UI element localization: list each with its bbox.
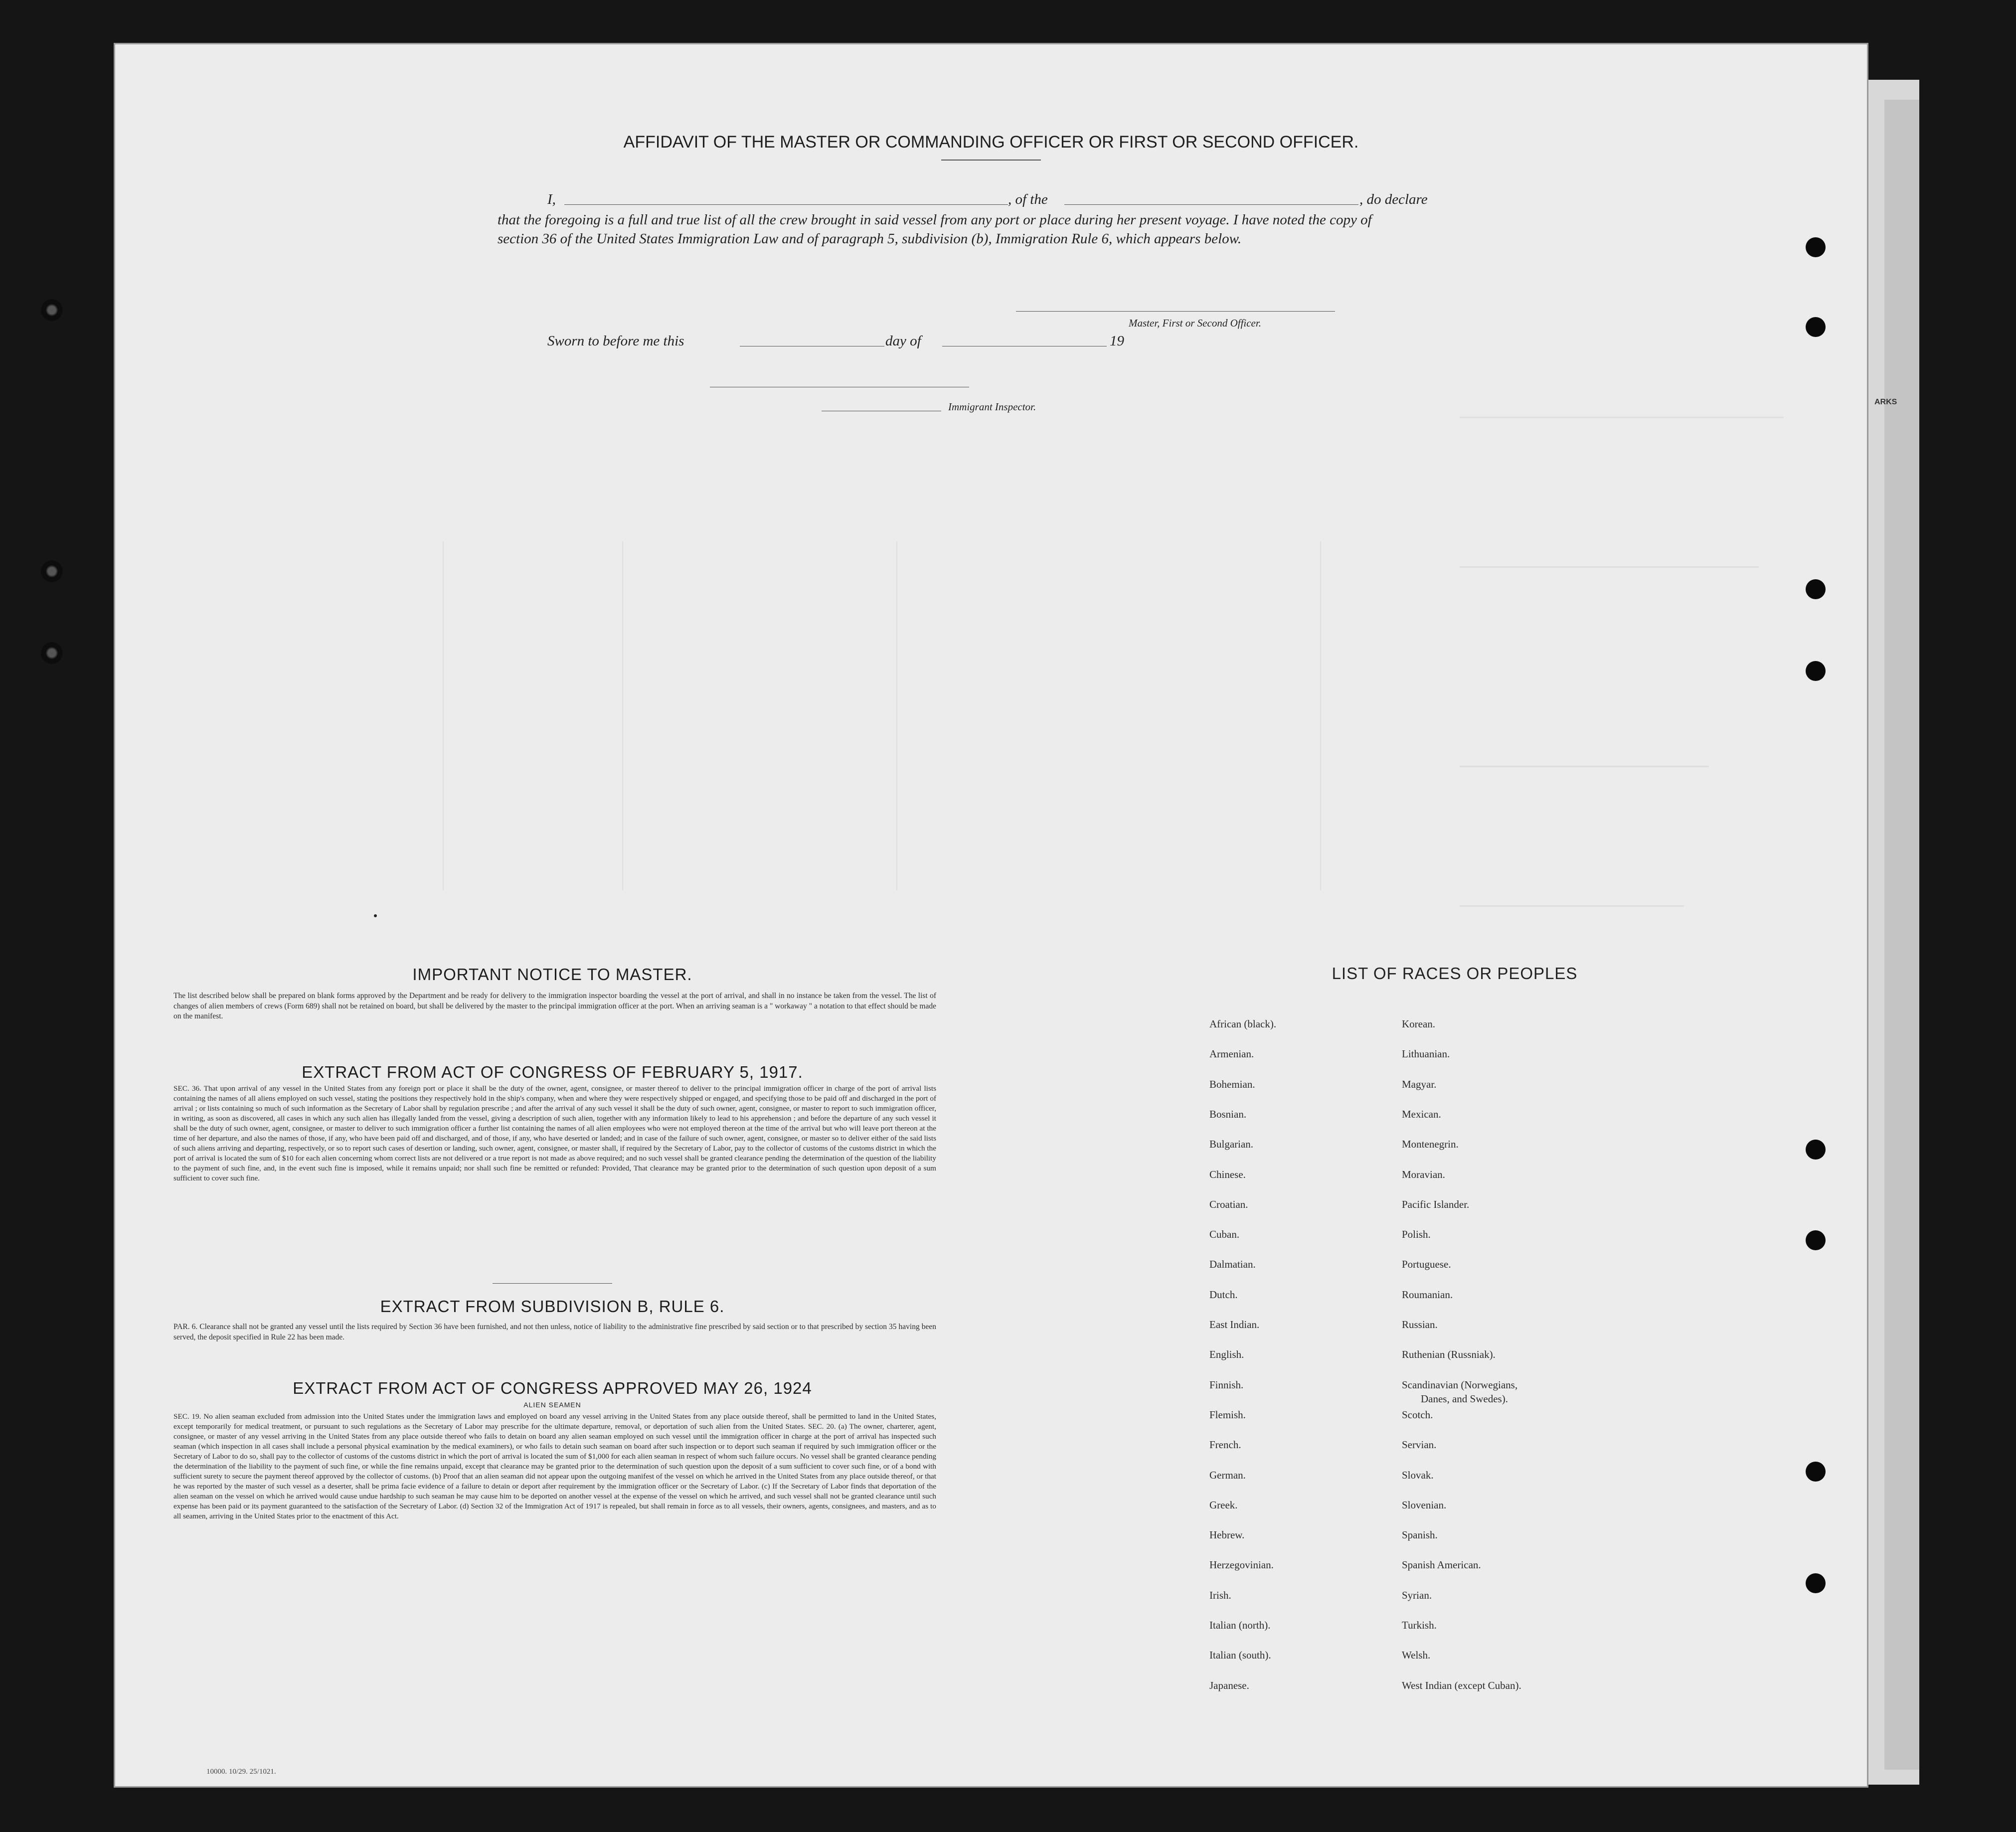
race-item-right: Syrian. [1402,1589,1432,1601]
extract-1924-text: SEC. 19. No alien seaman excluded from admission into the United States under the immigration laws and employed on board any vessel arriving in the United States from any place outside thereof, shall be permitted to land in the United States, except temporarily for medical treatment, or pursuant to such regulations as the Secretary of Labor may prescribe for the ultimate departure, removal, or deportation of such alien from the United States. SEC. 20. (a) The owner, charterer, agent, consignee, or master of any vessel arriving in the United States from any place outside thereof who fails to detain on board any alien seaman employed on such vessel until the immigration officer in charge at the port of arrival has inspected such seaman (which inspection in all cases shall include a personal physical examination by the medical examiners), or who fails to detain such seaman on board after such inspection or to deport such seaman if required by such immigration officer or the Secretary of Labor to do so, shall pay to the collector of customs of the customs district in which the port of arrival is located the sum of $1,000 for each alien seaman in respect of whom such failure occurs. No vessel shall be granted clearance pending the determination of the liability to the payment of such fine, or while the fine remains unpaid, except that clearance may be granted prior to the determination of such question upon the deposit of a sum sufficient to cover such fine, or of a bond with sufficient surety to secure the payment thereof approved by the collector of customs. (b) Proof that an alien seaman did not appear upon the outgoing manifest of the vessel on which he arrived in the United States from any place outside thereof, or that he was reported by the master of such vessel as a deserter, shall be prima facie evidence of a failure to detain or deport after requirement by the immigration officer or the Secretary of Labor. (c) If the Secretary of Labor finds that deportation of the alien seaman on the vessel on which he arrived would cause undue hardship to such seaman he may cause him to be deported on another vessel at the expense of the vessel on which he arrived, and such vessel shall not be granted clearance until such expense has been paid or its payment guaranteed to the satisfaction of the Secretary of Labor. (d) Section 32 of the Immigration Act of 1917 is repealed, but shall remain in force as to all vessels, their owners, agents, consignees, and masters, and as to all seamen, arriving in the United States prior to the enactment of this Act. [173,1412,936,1520]
manifest-page [114,43,1868,1788]
affidavit-declare-label: , do declare [1359,191,1428,207]
race-item-right: Spanish American. [1402,1559,1481,1571]
extract-1917-heading: EXTRACT FROM ACT OF CONGRESS OF FEBRUARY 5, 1917. [302,1063,803,1081]
race-item-left: Chinese. [1209,1168,1246,1180]
binder-hole [41,560,63,582]
bleed-through-rule [622,541,623,890]
race-item-continuation: Danes, and Swedes). [1421,1392,1508,1405]
race-item-right: Polish. [1402,1228,1431,1241]
race-item-left: Bohemian. [1209,1078,1255,1090]
inspector-label: Immigrant Inspector. [948,401,1036,413]
race-item-left: Dalmatian. [1209,1258,1256,1271]
affidavit-title: AFFIDAVIT OF THE MASTER OR COMMANDING OFFICER OR FIRST OR SECOND OFFICER. [623,133,1359,152]
race-item-right: Slovak. [1402,1469,1434,1481]
notice-text: The list described below shall be prepared on blank forms approved by the Department and be ready for delivery to the immigration inspector boarding the vessel at the port of arrival, and shall in no instance be taken from the vessel. The list of changes of alien members of crews (Form 689) shall not be retained on board, but shall be delivered by the master to the principal immigration officer at the port. When an arriving seaman is a " workaway " a notation to that effect should be made on the manifest. [173,992,936,1020]
extract-1924-heading: EXTRACT FROM ACT OF CONGRESS APPROVED MAY 26, 1924 [293,1379,812,1397]
name-blank-line [564,204,1008,205]
punch-hole [1806,661,1826,681]
race-item-right: Moravian. [1402,1168,1445,1180]
race-item-right: Spanish. [1402,1529,1438,1541]
stray-mark [374,914,377,917]
race-item-left: English. [1209,1348,1244,1361]
race-item-left: Greek. [1209,1499,1238,1511]
race-item-right: Russian. [1402,1319,1438,1331]
race-item-right: Portuguese. [1402,1258,1451,1271]
master-signature-label: Master, First or Second Officer. [1129,317,1261,329]
affidavit-of-the-label: , of the [1008,191,1048,207]
year-label: 19 [1110,333,1124,349]
race-item-left: Herzegovinian. [1209,1559,1274,1571]
race-item-left: Bulgarian. [1209,1138,1254,1151]
vessel-blank-line [1064,204,1358,205]
underlying-page-edge [1884,100,1919,1770]
race-item-right: West Indian (except Cuban). [1402,1679,1521,1691]
race-item-right: Korean. [1402,1018,1436,1030]
day-of-label: day of [885,333,921,349]
races-heading: LIST OF RACES OR PEOPLES [1332,964,1578,983]
race-item-right: Turkish. [1402,1619,1437,1631]
race-item-left: Bosnian. [1209,1108,1247,1120]
race-item-left: Dutch. [1209,1288,1238,1301]
race-item-right: Ruthenian (Russniak). [1402,1348,1496,1361]
race-item-left: East Indian. [1209,1319,1260,1331]
race-item-right: Scandinavian (Norwegians, [1402,1378,1518,1391]
race-item-right: Mexican. [1402,1108,1441,1120]
race-item-right: Welsh. [1402,1649,1431,1662]
form-code: 10000. 10/29. 25/1021. [206,1768,276,1776]
race-item-left: Japanese. [1209,1679,1249,1691]
affidavit-line-1 [547,191,556,208]
master-signature-line [1016,311,1335,312]
punch-hole [1806,1573,1826,1593]
affidavit-title-rule [941,160,1041,161]
race-item-right: Magyar. [1402,1078,1437,1090]
race-item-right: Montenegrin. [1402,1138,1459,1151]
bleed-through-rule [896,541,897,890]
race-item-right: Slovenian. [1402,1499,1447,1511]
race-item-left: Armenian. [1209,1048,1254,1060]
bleed-through-rule [443,541,444,890]
race-item-right: Pacific Islander. [1402,1198,1470,1210]
race-item-right: Servian. [1402,1439,1437,1451]
bleed-through-handwriting [1460,741,1709,767]
affidavit-I-label: I, [547,191,556,207]
race-item-left: French. [1209,1439,1241,1451]
side-fragment-text: ARKS [1874,398,1897,406]
sworn-label: Sworn to before me this [547,333,684,349]
race-item-right: Lithuanian. [1402,1048,1450,1060]
race-item-left: Cuban. [1209,1228,1240,1241]
punch-hole [1806,579,1826,599]
race-item-left: Irish. [1209,1589,1231,1601]
race-item-right: Roumanian. [1402,1288,1453,1301]
punch-hole [1806,1140,1826,1160]
extract-1917-rule [493,1283,612,1284]
punch-hole [1806,317,1826,337]
race-item-left: Italian (south). [1209,1649,1271,1662]
race-item-left: African (black). [1209,1018,1277,1030]
race-item-left: Croatian. [1209,1198,1248,1210]
race-item-right: Scotch. [1402,1408,1433,1421]
punch-hole [1806,1462,1826,1482]
rule-6-heading: EXTRACT FROM SUBDIVISION B, RULE 6. [380,1297,725,1316]
rule-6-text: PAR. 6. Clearance shall not be granted any vessel until the lists required by Section 36 have been furnished, and not then unless, notice of liability to the administrative fine prescribed by said section or to that prescribed by section 35 having been served, the deposit specified in Rule 22 has been made. [173,1323,936,1341]
bleed-through-handwriting [1460,392,1784,418]
race-item-left: Italian (north). [1209,1619,1271,1631]
extract-1924-subtitle: ALIEN SEAMEN [523,1401,581,1409]
bleed-through-handwriting [1460,541,1759,568]
notice-heading: IMPORTANT NOTICE TO MASTER. [412,965,692,984]
race-item-left: German. [1209,1469,1246,1481]
race-item-left: Flemish. [1209,1408,1246,1421]
affidavit-body: that the foregoing is a full and true list of all the crew brought in said vessel from any port or place during her present voyage. I have noted the copy of section 36 of the United States Immigration Law and of paragraph 5, subdivision (b), Immigration Rule 6, which appears below. [498,212,1372,247]
punch-hole [1806,237,1826,257]
bleed-through-rule [1320,541,1321,890]
binder-hole [41,299,63,321]
race-item-left: Finnish. [1209,1378,1244,1391]
binder-hole [41,642,63,664]
race-item-left: Hebrew. [1209,1529,1245,1541]
punch-hole [1806,1230,1826,1250]
extract-1917-text: SEC. 36. That upon arrival of any vessel in the United States from any foreign port or place it shall be the duty of the owner, agent, consignee, or master thereof to deliver to the principal immigration officer in charge of the port of arrival lists containing the names of all aliens employed on such vessel, stating the positions they respectively hold in the ship's company, when and where they were respectively shipped or engaged, and specifying those to be paid off and discharged in the port of arrival ; or lists containing so much of such information as the Secretary of Labor shall by regulation prescribe ; and after the arrival of any such vessel it shall be the duty of such owner, agent, consignee, or master to report to such immigration officer, in writing, as soon as discovered, all cases in which any such alien has illegally landed from the vessel, giving a description of such alien, together with any information likely to lead to his apprehension ; and before the departure of any such vessel it shall be the duty of such owner, agent, consignee, or master to deliver to such immigration officer a further list containing the names of all alien employees who were not employed thereon at the time of the arrival but who will leave port thereon at the time of her departure, and also the names of those, if any, who have been paid off and discharged, and of those, if any, who have deserted or landed; and in case of the failure of such owner, agent, consignee, or master so to deliver either of the said lists of such aliens arriving and departing, respectively, or so to report such cases of desertion or landing, such owner, agent, consignee, or master shall, if required by the Secretary of Labor, pay to the collector of customs of the customs district in which the port of arrival is located the sum of $10 for each alien concerning whom correct lists are not delivered or a true report is not made as above required; and no such vessel shall be granted clearance pending the determination of the question of the liability to the payment of such fine, and, in the event such fine is imposed, while it remains unpaid; nor shall such fine be remitted or refunded: Provided, That clearance may be granted prior to the determination of such question upon deposit of a sum sufficient to cover such fine. [173,1084,936,1182]
bleed-through-handwriting [1460,880,1684,907]
